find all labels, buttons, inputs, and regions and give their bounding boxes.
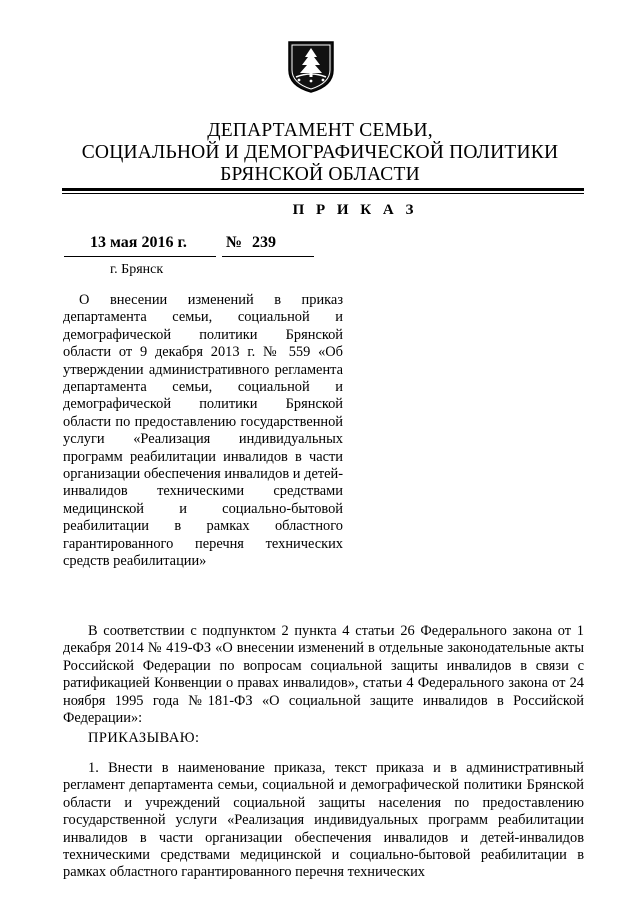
- preamble-paragraph: В соответствии с подпунктом 2 пункта 4 статьи 26 Федерального закона от 1 декабря 2014 № 419-ФЗ «О внесении изменений в отдельные законодательные акты Российской Федерации по вопросам социальной защиты инвалидов в связи с ратификацией Конвенции о правах инвалидов», статьи 4 Федерального закона от 24 ноября 1995 года №181-ФЗ «О социальной защите инвалидов в Российской Федерации»:: [63, 623, 584, 727]
- number-underline: [222, 256, 314, 257]
- department-line-3: БРЯНСКОЙ ОБЛАСТИ: [220, 164, 420, 185]
- header-divider-thin: [62, 193, 584, 194]
- document-type-title: П Р И К А З: [292, 202, 418, 218]
- order-city: г. Брянск: [110, 262, 164, 277]
- date-underline: [64, 256, 216, 257]
- order-number-label: №: [226, 234, 243, 251]
- order-number: 239: [252, 234, 276, 251]
- coat-of-arms-emblem: [287, 40, 335, 94]
- clause-1-paragraph: 1. Внести в наименование приказа, текст приказа и в административный регламент департамента семьи, социальной и демографической политики Брянской области и учреждений социальной защиты населения по предоставлению государственной услуги «Реализация индивидуальных программ реабилитации инвалидов в части организации обеспечения инвалидов и детей-инвалидов техническими средствами медицинской и социально-бытовой реабилитации в рамках областного гарантированного перечня технических: [63, 760, 584, 881]
- department-line-2: СОЦИАЛЬНОЙ И ДЕМОГРАФИЧЕСКОЙ ПОЛИТИКИ: [81, 142, 559, 163]
- department-heading: [60, 120, 580, 186]
- header-divider-thick: [62, 188, 584, 191]
- order-directive: ПРИКАЗЫВАЮ:: [88, 730, 200, 746]
- department-line-1: ДЕПАРТАМЕНТ СЕМЬИ,: [207, 120, 433, 141]
- order-date: 13 мая 2016 г.: [90, 234, 187, 251]
- order-subject: О внесении изменений в приказ департамента семьи, социальной и демографической политики Брянской области от 9 декабря 2013 г. № 559 «Об утверждении административного регламента департамента семьи, социальной и демографической политики Брянской области по предоставлению государственной услуги «Реализация индивидуальных программ реабилитации инвалидов в части организации обеспечения инвалидов и детей-инвалидов техническими средствами медицинской и социально-бытовой реабилитации в рамках областного гарантированного перечня технических средств реабилитации»: [63, 292, 343, 570]
